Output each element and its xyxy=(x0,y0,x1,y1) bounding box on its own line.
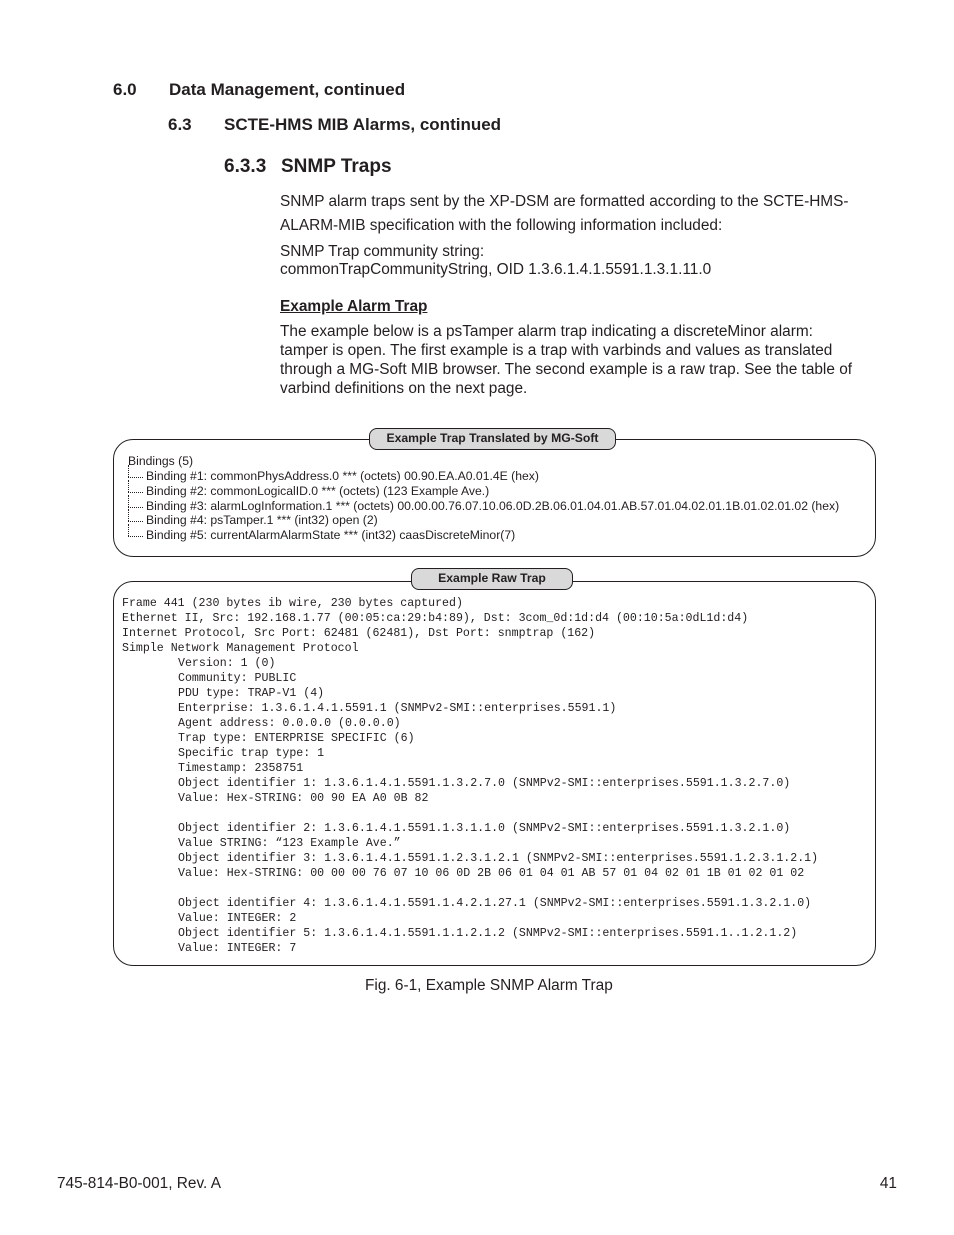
raw-body-line: Enterprise: 1.3.6.1.4.1.5591.1 (SNMPv2-SMI::enterprises.5591.1) xyxy=(178,702,617,715)
bindings-list xyxy=(126,469,839,543)
section-number: 6.0 xyxy=(113,80,137,99)
raw-body-line: Timestamp: 2358751 xyxy=(178,762,304,775)
binding-item: Binding #3: alarmLogInformation.1 *** (octets) 00.00.00.76.07.10.06.0D.2B.06.01.04.01.AB.57.01.04.02.01.1B.01.02.01.02 (hex) xyxy=(126,499,839,514)
intro-line: SNMP alarm traps sent by the XP-DSM are formatted according to the SCTE-HMS- xyxy=(280,193,849,210)
raw-body-line: Value: Hex-STRING: 00 90 EA A0 0B 82 xyxy=(178,792,429,805)
subsection-heading xyxy=(168,115,501,135)
raw-body-line: Value STRING: “123 Example Ave.” xyxy=(178,837,401,850)
raw-body-line: Agent address: 0.0.0.0 (0.0.0.0) xyxy=(178,717,401,730)
raw-body-line: Value: INTEGER: 2 xyxy=(178,912,297,925)
community-string-paragraph xyxy=(280,243,711,279)
figure-caption: Fig. 6-1, Example SNMP Alarm Trap xyxy=(365,977,613,994)
raw-trap-box xyxy=(113,581,876,966)
section-title: Data Management, continued xyxy=(169,80,406,99)
raw-body-line: Community: PUBLIC xyxy=(178,672,297,685)
raw-body-line: Specific trap type: 1 xyxy=(178,747,325,760)
raw-trap-content xyxy=(122,596,818,956)
binding-item: Binding #5: currentAlarmAlarmState *** (int32) caasDiscreteMinor(7) xyxy=(126,528,839,543)
community-label: SNMP Trap community string: xyxy=(280,243,485,260)
raw-body-line: PDU type: TRAP-V1 (4) xyxy=(178,687,325,700)
bindings-title: Bindings (5) xyxy=(128,454,194,468)
binding-item: Binding #4: psTamper.1 *** (int32) open (2) xyxy=(126,513,839,528)
raw-header-line: Ethernet II, Src: 192.168.1.77 (00:05:ca:29:b4:89), Dst: 3com_0d:1d:d4 (00:10:5a:0dL1d:d4) xyxy=(122,612,749,625)
raw-header-line: Frame 441 (230 bytes ib wire, 230 bytes captured) xyxy=(122,597,463,610)
raw-header-line: Simple Network Management Protocol xyxy=(122,642,359,655)
raw-body-line: Trap type: ENTERPRISE SPECIFIC (6) xyxy=(178,732,415,745)
raw-body-line: Value: Hex-STRING: 00 00 00 76 07 10 06 0D 2B 06 01 04 01 AB 57 01 04 02 01 1B 01 02 01 02 xyxy=(178,867,805,880)
raw-header-line: Internet Protocol, Src Port: 62481 (62481), Dst Port: snmptrap (162) xyxy=(122,627,596,640)
raw-body-line: Object identifier 2: 1.3.6.1.4.1.5591.1.3.1.1.0 (SNMPv2-SMI::enterprises.5591.1.3.2.1.0) xyxy=(178,822,791,835)
example-line: through a MG-Soft MIB browser. The second example is a raw trap. See the table of xyxy=(280,361,853,378)
subsubsection-heading xyxy=(224,156,392,178)
document-number: 745-814-B0-001, Rev. A xyxy=(57,1175,221,1192)
raw-trap-tab: Example Raw Trap xyxy=(411,568,573,590)
example-heading: Example Alarm Trap xyxy=(280,298,428,315)
intro-paragraph xyxy=(280,190,849,238)
subsection-title: SCTE-HMS MIB Alarms, continued xyxy=(224,115,502,134)
intro-line: ALARM-MIB specification with the following information included: xyxy=(280,217,723,234)
example-line: The example below is a psTamper alarm trap indicating a discreteMinor alarm: xyxy=(280,323,813,340)
section-heading xyxy=(113,80,405,100)
binding-item: Binding #1: commonPhysAddress.0 *** (octets) 00.90.EA.A0.01.4E (hex) xyxy=(126,469,839,484)
example-line: tamper is open. The first example is a trap with varbinds and values as translated xyxy=(280,342,833,359)
translated-trap-tab: Example Trap Translated by MG-Soft xyxy=(369,428,616,450)
page-number: 41 xyxy=(879,1175,897,1192)
example-paragraph xyxy=(280,322,852,398)
raw-body-line: Object identifier 4: 1.3.6.1.4.1.5591.1.4.2.1.27.1 (SNMPv2-SMI::enterprises.5591.1.3.2.1.0) xyxy=(178,897,812,910)
raw-body-line xyxy=(122,806,818,821)
subsubsection-title: SNMP Traps xyxy=(281,156,392,177)
raw-body-line: Object identifier 1: 1.3.6.1.4.1.5591.1.3.2.7.0 (SNMPv2-SMI::enterprises.5591.1.3.2.7.0) xyxy=(178,777,791,790)
subsection-number: 6.3 xyxy=(168,115,192,134)
raw-body-line: Value: INTEGER: 7 xyxy=(178,942,297,955)
raw-body-line: Object identifier 3: 1.3.6.1.4.1.5591.1.2.3.1.2.1 (SNMPv2-SMI::enterprises.5591.1.2.3.1.2.1) xyxy=(178,852,819,865)
translated-trap-box xyxy=(113,439,876,557)
subsubsection-number: 6.3.3 xyxy=(224,156,267,177)
binding-item: Binding #2: commonLogicalID.0 *** (octets) (123 Example Ave.) xyxy=(126,484,839,499)
raw-body-line: Object identifier 5: 1.3.6.1.4.1.5591.1.1.2.1.2 (SNMPv2-SMI::enterprises.5591.1..1.2.1.2) xyxy=(178,927,798,940)
raw-body-line xyxy=(122,881,818,896)
example-line: varbind definitions on the next page. xyxy=(280,380,528,397)
community-value: commonTrapCommunityString, OID 1.3.6.1.4.1.5591.1.3.1.11.0 xyxy=(280,261,712,278)
raw-body-line: Version: 1 (0) xyxy=(178,657,276,670)
